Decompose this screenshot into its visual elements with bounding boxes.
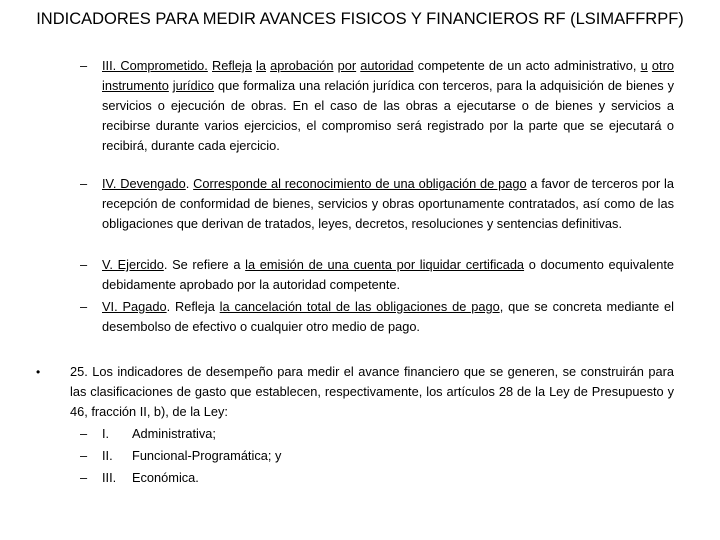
- body-text: . Refleja: [166, 299, 220, 314]
- bullet-icon: •: [36, 365, 41, 379]
- page-title: INDICADORES PARA MEDIR AVANCES FISICOS Y FINANCIEROS RF (LSIMAFFRPF): [36, 10, 684, 28]
- body-text: que formaliza una relación jurídica con terceros, para la adquisición de bienes y servicios o ejecución de obras. En el caso de las obras a ejecutarse o de bienes y servicios a recibirse durante varios ejercicios, el compromiso será registrado por la parte que se ejecutará o recibirá, durante cada ejercicio.: [102, 78, 674, 153]
- item-label: IV. Devengado: [102, 176, 186, 191]
- item-label: III. Comprometido.: [102, 58, 208, 73]
- underlined-text: la: [256, 58, 266, 73]
- item-label: VI. Pagado: [102, 299, 167, 314]
- item-comprometido: [80, 56, 674, 156]
- underlined-text: la cancelación total de las obligaciones de pago: [219, 299, 500, 314]
- item-label: V. Ejercido: [102, 257, 164, 272]
- item-body: [102, 299, 674, 334]
- dash: –: [80, 257, 88, 272]
- bullet-text: 25. Los indicadores de desempeño para medir el avance financiero que se generen, se construirán para las clasificaciones de gasto que establecen, respectivamente, los artículos 28 de la Ley de Presupuesto y 46, fracción II, b), de la Ley:: [70, 364, 674, 419]
- body-text: . Se refiere a: [163, 257, 246, 272]
- underlined-text: por: [337, 58, 357, 73]
- underlined-text: la emisión de una cuenta por liquidar certificada: [245, 257, 525, 272]
- body-text: o documento equivalente debidamente aprobado por la autoridad competente.: [102, 257, 674, 292]
- body-text: , que se concreta mediante el desembolso de efectivo o cualquier otro medio de pago.: [102, 299, 674, 334]
- dash: –: [80, 176, 88, 191]
- item-body: [102, 257, 674, 292]
- item-body: [102, 176, 674, 231]
- underlined-text: aprobación: [270, 58, 334, 73]
- underlined-text: jurídico: [172, 78, 215, 93]
- list-number: II.: [102, 448, 113, 463]
- body-text: .: [185, 176, 194, 191]
- underlined-text: otro: [651, 58, 674, 73]
- body-text: competente de un acto administrativo,: [413, 58, 641, 73]
- dash: –: [80, 470, 88, 485]
- list-label: Administrativa;: [132, 426, 216, 441]
- item-text: [102, 297, 674, 337]
- dash: –: [80, 58, 88, 73]
- list-label: Funcional-Programática; y: [132, 448, 282, 463]
- item-text: [102, 174, 674, 234]
- underlined-text: Refleja: [212, 58, 252, 73]
- list-item: [80, 445, 281, 467]
- underlined-text: autoridad: [360, 58, 414, 73]
- item-text: [102, 56, 674, 156]
- item-ejercido: [80, 255, 674, 295]
- dash: –: [80, 426, 88, 441]
- item-pagado: [80, 297, 674, 337]
- list-number: I.: [102, 426, 110, 441]
- underlined-text: u: [640, 58, 648, 73]
- dash: –: [80, 299, 88, 314]
- list-label: Económica.: [132, 470, 199, 485]
- list-number: III.: [102, 470, 117, 485]
- underlined-text: Corresponde al reconocimiento de una obligación de pago: [193, 176, 527, 191]
- dash: –: [80, 448, 88, 463]
- list-item: [80, 467, 281, 489]
- classification-list: [80, 423, 281, 489]
- body-text: a favor de terceros por la recepción de conformidad de bienes, servicios y obras oportunamente contratados, así como de las obligaciones que derivan de tratados, leyes, decretos, resoluciones y sentencias definitivas.: [102, 176, 674, 231]
- item-devengado: [80, 174, 674, 234]
- bullet-paragraph: [36, 362, 674, 422]
- item-text: [102, 255, 674, 295]
- underlined-text: instrumento: [102, 78, 169, 93]
- list-item: [80, 423, 281, 445]
